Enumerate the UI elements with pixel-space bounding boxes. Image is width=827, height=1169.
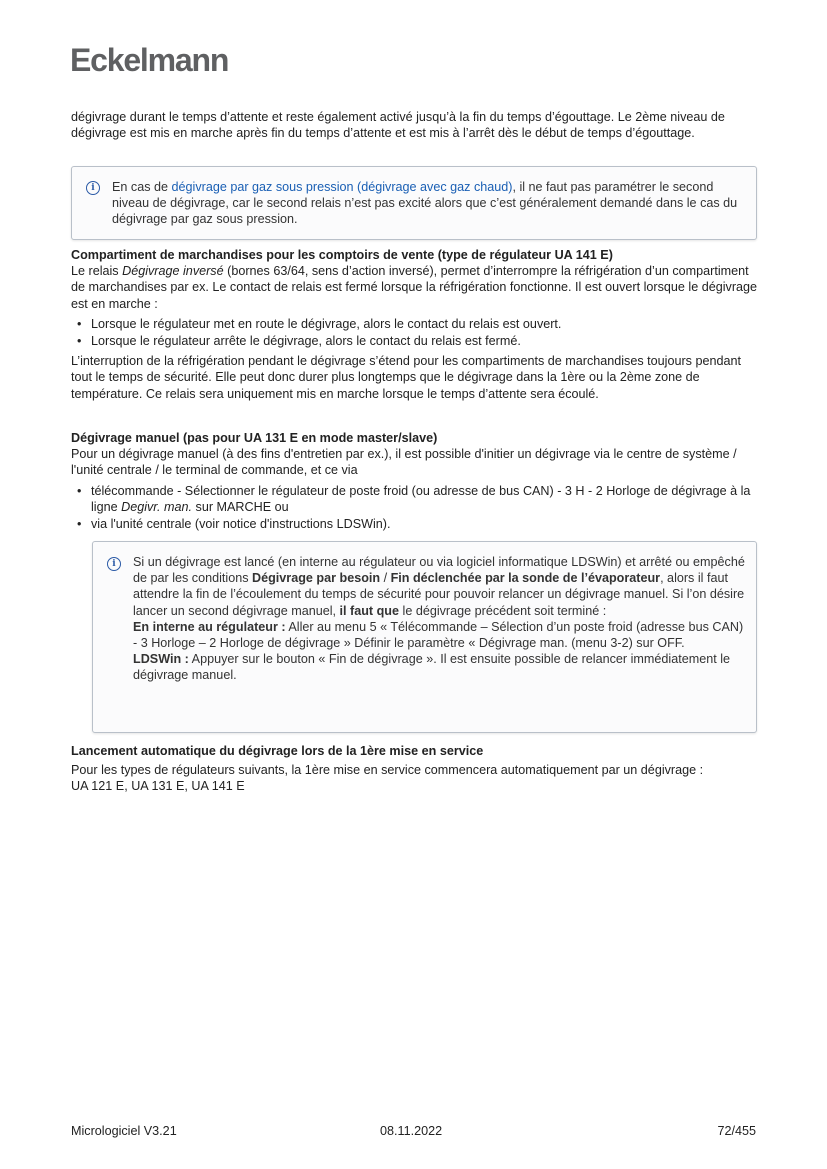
section-heading: Compartiment de marchandises pour les comptoirs de vente (type de régulateur UA 141 E) — [71, 248, 613, 262]
text: , alors il faut attendre la fin de l’écoulement du temps de sécurité pour pouvoir relancer un dégivrage manuel. Si l’on désire lancer un second dégivrage manuel, — [133, 571, 745, 618]
text: (bornes 63/64, sens d’action inversé), permet d’interrompre la réfrigération d’un compartiment de marchandises par ex. Le contact de relais est fermé lorsque la réfrigération fonctionne. Il est ouvert lorsque le dégivrage est en marche : — [71, 264, 758, 311]
footer-version: Micrologiciel V3.21 — [71, 1124, 177, 1138]
eckelmann-logo: Eckelmann — [70, 42, 229, 78]
footer-date: 08.11.2022 — [380, 1124, 443, 1138]
hot-gas-defrost-link[interactable]: dégivrage par gaz sous pression (dégivrage avec gaz chaud) — [171, 180, 513, 194]
note-paragraph — [133, 619, 745, 651]
intro-paragraph: dégivrage durant le temps d’attente et reste également activé jusqu’à la fin du temps d’égouttage. Le 2ème niveau de dégivrage est mis en marche après fin du temps d’attente et est mis à l’arrêt dès le début de temps d’égouttage. — [71, 110, 725, 141]
bullet-list — [71, 483, 759, 533]
section-paragraph: Pour un dégivrage manuel (à des fins d'entretien par ex.), il est possible d'initier un dégivrage via le centre de système / l'unité centrale / le terminal de commande, et ce via — [71, 447, 737, 478]
controller-types: UA 121 E, UA 131 E, UA 141 E — [71, 779, 245, 794]
bold-term: LDSWin : — [133, 652, 189, 667]
footer-page-number: 72/455 — [717, 1124, 756, 1138]
relay-name: Dégivrage inversé — [122, 264, 224, 279]
section-goods-compartment — [71, 247, 759, 402]
list-item: • Lorsque le régulateur arrête le dégivrage, alors le contact du relais est fermé. — [71, 333, 759, 349]
text: Appuyer sur le bouton « Fin de dégivrage ». Il est ensuite possible de relancer immédiatement le dégivrage manuel. — [133, 652, 731, 683]
bold-term: Fin déclenchée par la sonde de l’évaporateur — [390, 571, 661, 586]
text: Si un dégivrage est lancé (en interne au régulateur ou via logiciel informatique LDSWin) et arrêté ou empêché de par les conditions — [133, 555, 745, 586]
note-paragraph — [133, 554, 745, 619]
info-icon: i — [107, 557, 121, 571]
section-auto-defrost — [71, 743, 731, 795]
note-text — [133, 554, 745, 684]
bold-term: En interne au régulateur : — [133, 619, 286, 634]
text: Aller au menu 5 « Télécommande – Sélection d’un poste froid (adresse bus CAN) - 3 Horloge – 2 Horloge de dégivrage » Définir le paramètre « Dégivrage man. (menu 3-2) sur OFF. — [133, 619, 744, 651]
bold-term: Dégivrage par besoin — [252, 571, 381, 586]
text: sur MARCHE ou — [192, 499, 289, 514]
section-paragraph — [71, 263, 759, 312]
note-paragraph — [133, 651, 745, 683]
info-icon: i — [86, 181, 100, 195]
section-paragraph: L’interruption de la réfrigération pendant le dégivrage s’étend pour les compartiments de marchandises toujours pendant tout le temps de sécurité. Elle peut donc durer plus longtemps que le dégivrage dans la 1ère ou la 2ème zone de température. Ce relais sera uniquement mis en marche lorsque le temps d’attente sera écoulé. — [71, 354, 741, 401]
section-heading: Lancement automatique du dégivrage lors de la 1ère mise en service — [71, 744, 484, 758]
text: / — [380, 571, 391, 586]
text: le dégivrage précédent soit terminé : — [399, 603, 607, 618]
menu-line: Degivr. man. — [121, 499, 193, 514]
section-paragraph: Pour les types de régulateurs suivants, la 1ère mise en service commencera automatiquement par un dégivrage : — [71, 763, 704, 778]
info-note-manual-defrost — [92, 541, 757, 733]
text: Le relais — [71, 264, 123, 279]
note-text — [112, 179, 742, 228]
note-text-pre: En cas de — [112, 180, 172, 194]
section-heading: Dégivrage manuel (pas pour UA 131 E en mode master/slave) — [71, 431, 438, 445]
list-item: • Lorsque le régulateur met en route le dégivrage, alors le contact du relais est ouvert. — [71, 316, 759, 332]
note-text-post: , il ne faut pas paramétrer le second niveau de dégivrage, car le second relais n’est pas excité alors que c’est généralement demandé dans le cas du dégivrage par gaz sous pression. — [112, 180, 738, 227]
text: télécommande - Sélectionner le régulateur de poste froid (ou adresse de bus CAN) - 3 H - 2 Horloge de dégivrage à la ligne — [91, 483, 751, 514]
info-note-gas — [71, 166, 757, 240]
bold-term: il faut que — [339, 603, 400, 618]
list-item: • via l'unité centrale (voir notice d'instructions LDSWin). — [71, 516, 759, 532]
list-item — [71, 483, 759, 515]
section-manual-defrost — [71, 430, 759, 533]
bullet-list — [71, 316, 759, 349]
